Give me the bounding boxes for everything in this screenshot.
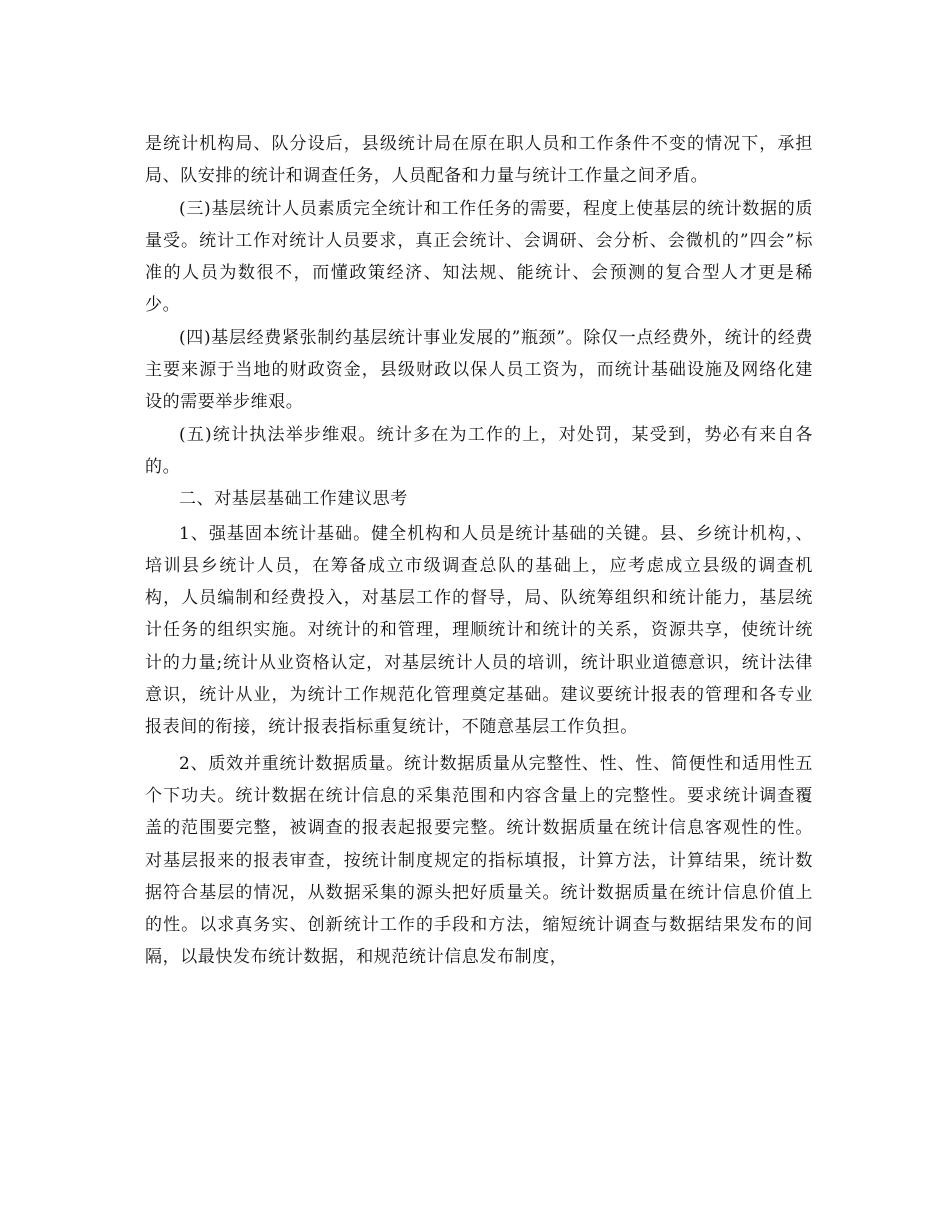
- paragraph-section-three: (三)基层统计人员素质完全统计和工作任务的需要，程度上使基层的统计数据的质量受。统计工作对统计人员要求，真正会统计、会调研、会分析、会微机的”四会”标准的人员为数很不，而懂政策经济、知法规、能统计、会预测的复合型人才更是稀少。: [145, 198, 813, 316]
- section-heading-suggestions: 二、对基层基础工作建议思考: [179, 489, 408, 510]
- paragraph-section-four: (四)基层经费紧张制约基层统计事业发展的”瓶颈”。除仅一点经费外，统计的经费主要来源于当地的财政资金，县级财政以保人员工资为，而统计基础设施及网络化建设的需要举步维艰。: [145, 327, 813, 413]
- paragraph-point-two: 2、质效并重统计数据质量。统计数据质量从完整性、性、性、简便性和适用性五个下功夫。统计数据在统计信息的采集范围和内容含量上的完整性。要求统计调查覆盖的范围要完整，被调查的报表起报要完整。统计数据质量在统计信息客观性的性。对基层报来的报表审查，按统计制度规定的指标填报，计算方法，计算结果，统计数据符合基层的情况，从数据采集的源头把好质量关。统计数据质量在统计信息价值上的性。以求真务实、创新统计工作的手段和方法，缩短统计调查与数据结果发布的间隔，以最快发布统计数据，和规范统计信息发布制度，: [145, 753, 813, 968]
- paragraph-continuation: 是统计机构局、队分设后，县级统计局在原在职人员和工作条件不变的情况下，承担局、队安排的统计和调查任务，人员配备和力量与统计工作量之间矛盾。: [145, 134, 813, 187]
- paragraph-section-five: (五)统计执法举步维艰。统计多在为工作的上，对处罚，某受到，势必有来自各的。: [145, 424, 813, 477]
- paragraph-point-one: 1、强基固本统计基础。健全机构和人员是统计基础的关键。县、乡统计机构，、培训县乡统计人员，在筹备成立市级调查总队的基础上，应考虑成立县级的调查机构，人员编制和经费投入，对基层工作的督导，局、队统筹组织和统计能力，基层统计任务的组织实施。对统计的和管理，理顺统计和统计的关系，资源共享，使统计统计的力量;统计从业资格认定，对基层统计人员的培训，统计职业道德意识，统计法律意识，统计从业，为统计工作规范化管理奠定基础。建议要统计报表的管理和各专业报表间的衔接，统计报表指标重复统计，不随意基层工作负担。: [145, 523, 813, 738]
- document-body: [145, 128, 813, 974]
